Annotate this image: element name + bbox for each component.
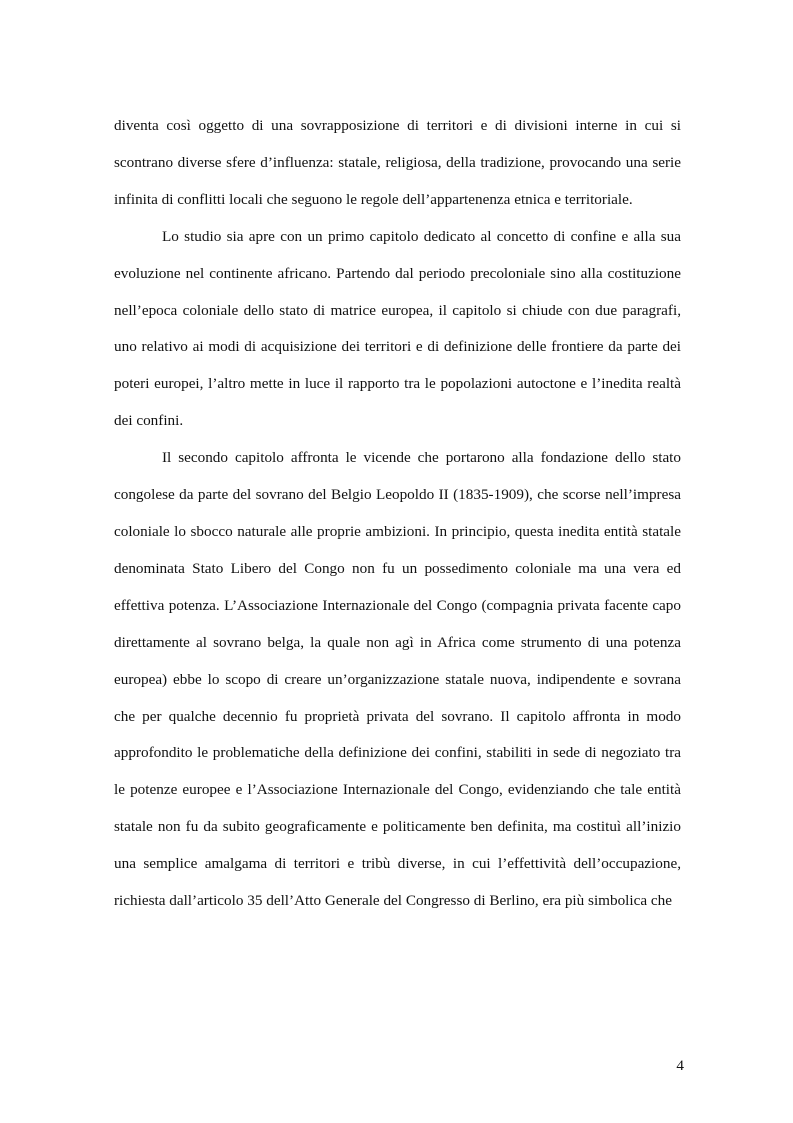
page-number: 4	[676, 1057, 684, 1074]
paragraph-chapter-two: Il secondo capitolo affronta le vicende che portarono alla fondazione dello stato congolese da parte del sovrano del Belgio Leopoldo II (1835-1909), che scorse nell’impresa coloniale lo sbocco naturale alle proprie ambizioni. In principio, questa inedita entità statale denominata Stato Libero del Congo non fu un possedimento coloniale ma una vera ed effettiva potenza. L’Associazione Internazionale del Congo (compagnia privata facente capo direttamente al sovrano belga, la quale non agì in Africa come strumento di una potenza europea) ebbe lo scopo di creare un’organizzazione statale nuova, indipendente e sovrana che per qualche decennio fu proprietà privata del sovrano. Il capitolo affronta in modo approfondito le problematiche della definizione dei confini, stabiliti in sede di negoziato tra le potenze europee e l’Associazione Internazionale del Congo, evidenziando che tale entità statale non fu da subito geograficamente e politicamente ben definita, ma costituì all’inizio una semplice amalgama di territori e tribù diverse, in cui l’effettività dell’occupazione, richiesta dall’articolo 35 dell’Atto Generale del Congresso di Berlino, era più simbolica che	[114, 449, 681, 910]
body-text	[114, 108, 681, 920]
paragraph-continuation: diventa così oggetto di una sovrapposizione di territori e di divisioni interne in cui si scontrano diverse sfere d’influenza: statale, religiosa, della tradizione, provocando una serie infinita di conflitti locali che seguono le regole dell’appartenenza etnica e territoriale.	[114, 117, 681, 208]
paragraph-chapter-one: Lo studio sia apre con un primo capitolo dedicato al concetto di confine e alla sua evoluzione nel continente africano. Partendo dal periodo precoloniale sino alla costituzione nell’epoca coloniale dello stato di matrice europea, il capitolo si chiude con due paragrafi, uno relativo ai modi di acquisizione dei territori e di definizione delle frontiere da parte dei poteri europei, l’altro mette in luce il rapporto tra le popolazioni autoctone e l’inedita realtà dei confini.	[114, 227, 681, 430]
